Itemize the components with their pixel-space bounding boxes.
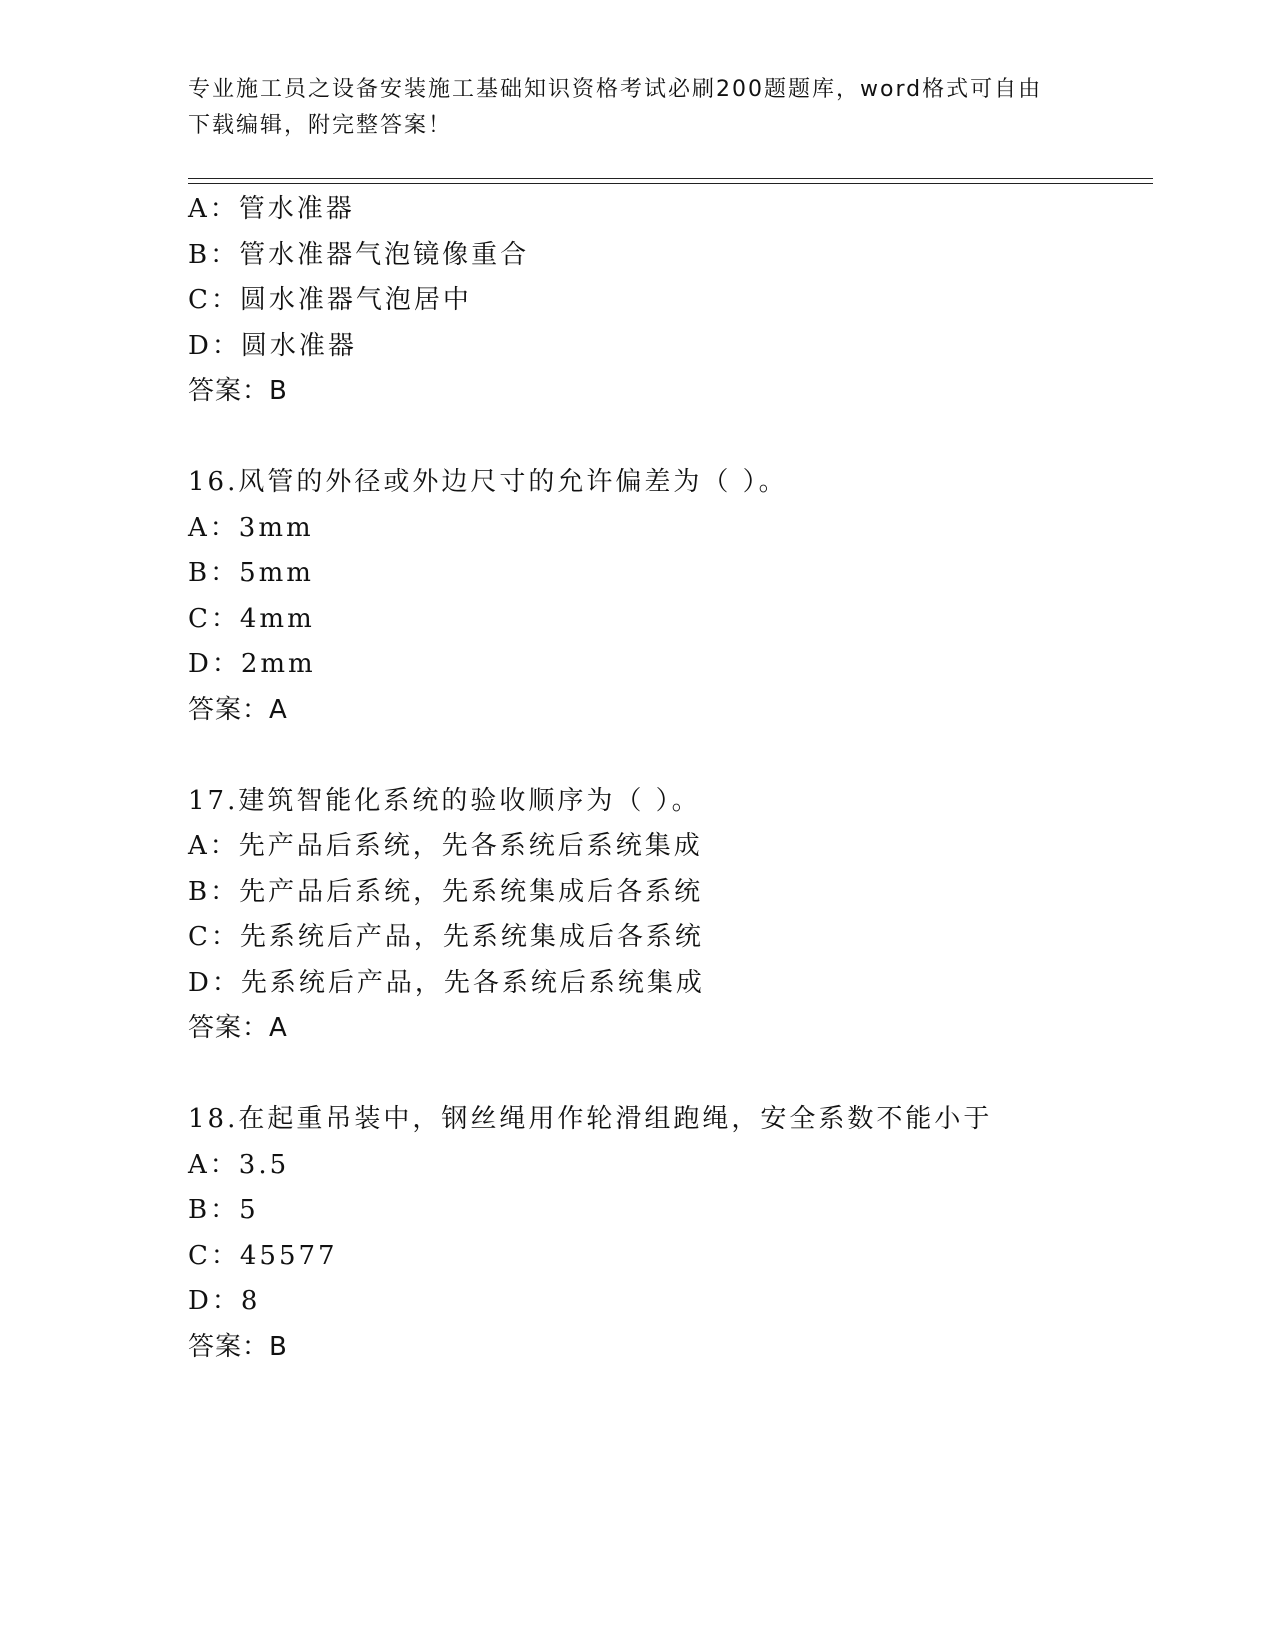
question-block-18 <box>188 1097 1148 1370</box>
document-header <box>188 72 1088 144</box>
header-divider-bottom <box>188 183 1153 184</box>
header-line-1: 专业施工员之设备安装施工基础知识资格考试必刷200题题库，word格式可自由 <box>188 77 1043 102</box>
option-a: A：管水准器 <box>188 194 355 224</box>
option-a: A：3.5 <box>188 1149 290 1180</box>
option-c: C：圆水准器气泡居中 <box>188 285 472 315</box>
answer-line: 答案：A <box>188 1013 288 1043</box>
answer-line: 答案：A <box>188 694 288 725</box>
option-a: A：3mm <box>188 512 314 543</box>
option-d: D：圆水准器 <box>188 330 357 361</box>
spacer <box>188 415 1148 461</box>
question-block-16 <box>188 460 1148 733</box>
option-c: C：45577 <box>188 1240 338 1271</box>
option-d: D：2mm <box>188 649 316 679</box>
answer-line: 答案：B <box>188 1331 288 1362</box>
option-b: B：5 <box>188 1195 259 1225</box>
option-a: A：先产品后系统，先各系统后系统集成 <box>188 831 703 861</box>
header-divider-top <box>188 178 1153 179</box>
spacer <box>188 1052 1148 1098</box>
option-b: B：先产品后系统，先系统集成后各系统 <box>188 876 704 907</box>
option-c: C：先系统后产品，先系统集成后各系统 <box>188 922 704 952</box>
option-b: B：管水准器气泡镜像重合 <box>188 239 530 270</box>
spacer <box>188 733 1148 779</box>
question-text: 16.风管的外径或外边尺寸的允许偏差为（ ）。 <box>188 467 788 497</box>
option-b: B：5mm <box>188 558 314 588</box>
answer-line: 答案：B <box>188 376 288 406</box>
option-c: C：4mm <box>188 603 315 634</box>
question-block-17 <box>188 779 1148 1052</box>
option-d: D：先系统后产品，先各系统后系统集成 <box>188 967 705 998</box>
question-text: 17.建筑智能化系统的验收顺序为（ ）。 <box>188 785 701 816</box>
question-block-prev <box>188 187 1148 415</box>
question-list <box>188 187 1148 1370</box>
option-d: D：8 <box>188 1286 261 1316</box>
header-line-2: 下载编辑，附完整答案！ <box>188 113 453 138</box>
question-text: 18.在起重吊装中，钢丝绳用作轮滑组跑绳，安全系数不能小于 <box>188 1104 993 1134</box>
